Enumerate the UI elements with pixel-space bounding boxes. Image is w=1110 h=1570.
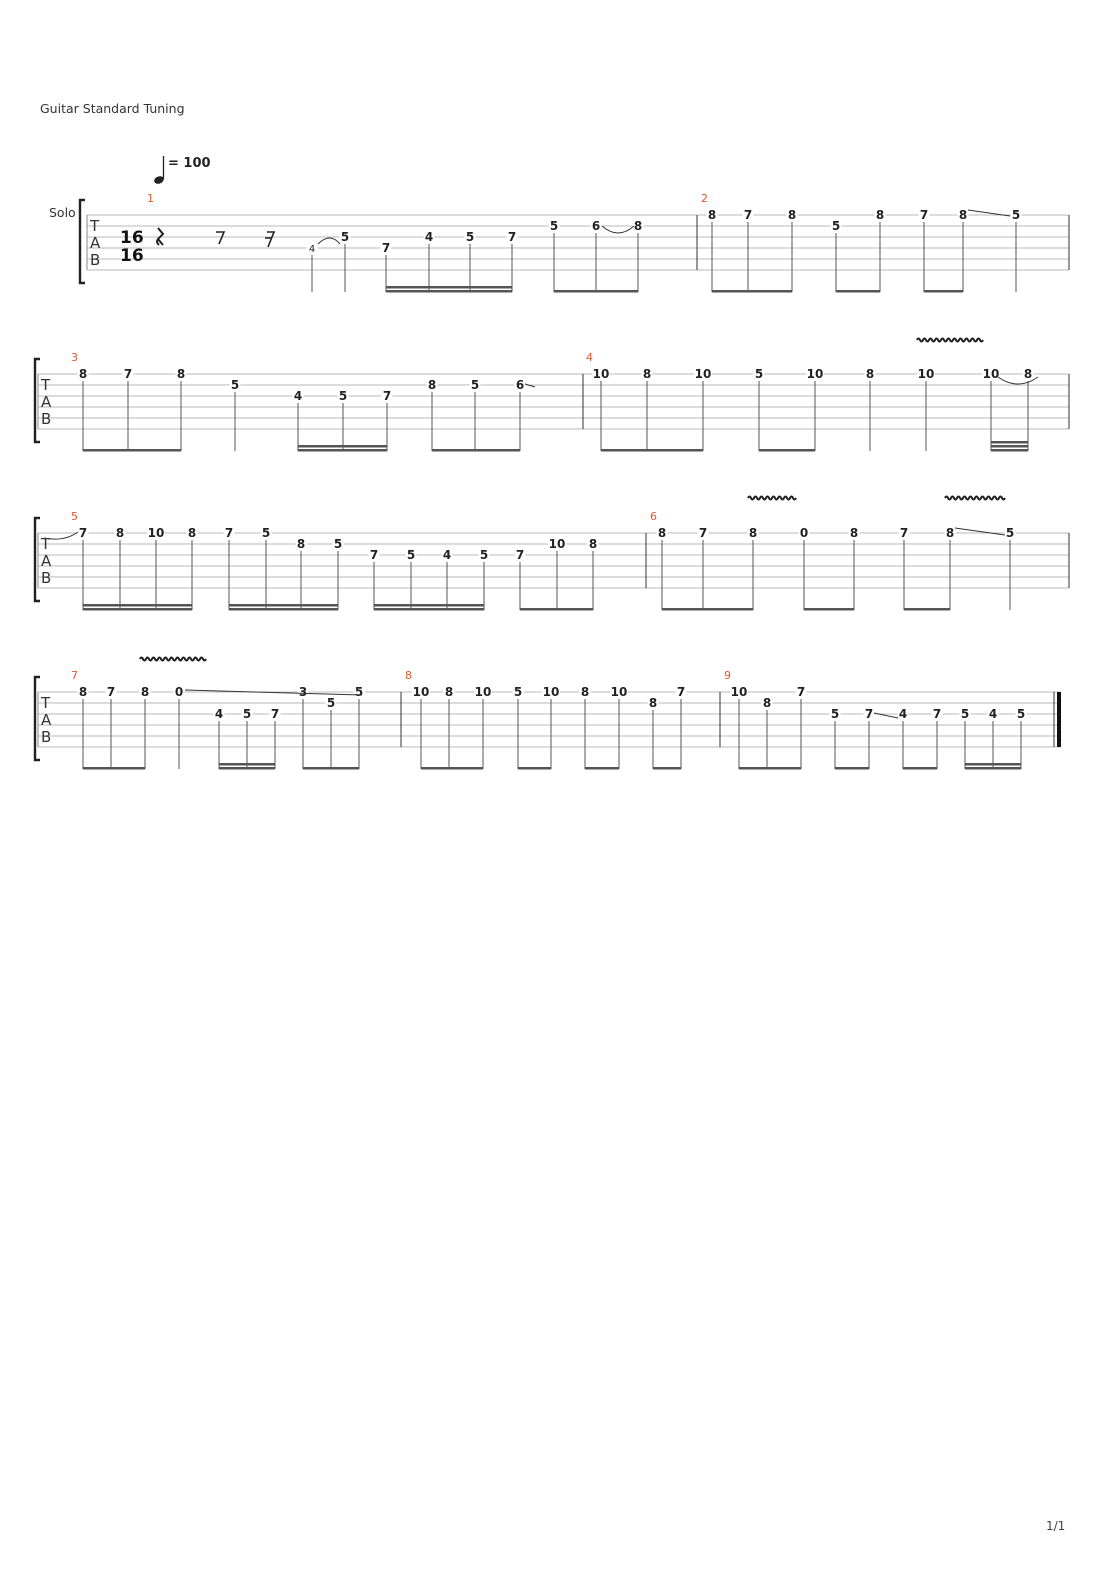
fret-number: 7 — [899, 526, 909, 540]
note-beam — [386, 286, 512, 289]
note-beam — [585, 767, 619, 770]
fret-number: 5 — [261, 526, 271, 540]
system-bracket — [80, 200, 85, 283]
measure-number: 1 — [147, 192, 154, 205]
fret-number: 8 — [648, 696, 658, 710]
tab-clef-letter: T — [41, 694, 51, 712]
vibrato-mark — [748, 497, 796, 500]
note-beam — [386, 290, 512, 293]
note-beam — [904, 608, 950, 611]
note-beam — [759, 449, 815, 452]
fret-number: 6 — [591, 219, 601, 233]
note-beam — [303, 767, 359, 770]
tab-system — [35, 359, 1069, 442]
fret-number: 8 — [762, 696, 772, 710]
fret-number: 10 — [917, 367, 935, 381]
note-beam — [298, 445, 387, 448]
tie-arc — [602, 226, 634, 233]
fret-number: 4 — [424, 230, 434, 244]
fret-number: 5 — [333, 537, 343, 551]
fret-number: 7 — [676, 685, 686, 699]
note-beam — [298, 449, 387, 452]
measure-number: 5 — [71, 510, 78, 523]
note-beam — [991, 441, 1028, 444]
tab-clef-letter: T — [90, 217, 100, 235]
fret-number: 7 — [270, 707, 280, 721]
fret-number: 10 — [694, 367, 712, 381]
note-beam — [554, 290, 638, 293]
fret-number: 6 — [515, 378, 525, 392]
fret-number: 8 — [642, 367, 652, 381]
fret-number: 7 — [932, 707, 942, 721]
page-number: 1/1 — [1046, 1519, 1066, 1533]
fret-number: 0 — [799, 526, 809, 540]
fret-number: 10 — [542, 685, 560, 699]
tuning-label: Guitar Standard Tuning — [40, 101, 185, 116]
tab-clef-letter: B — [41, 410, 52, 428]
fret-number: 10 — [730, 685, 748, 699]
note-beam — [836, 290, 880, 293]
tab-clef-letter: T — [41, 376, 51, 394]
fret-number: 8 — [945, 526, 955, 540]
fret-number: 8 — [140, 685, 150, 699]
fret-number: 10 — [474, 685, 492, 699]
note-beam — [520, 608, 593, 611]
note-beam — [83, 767, 145, 770]
fret-number: 0 — [174, 685, 184, 699]
fret-number: 8 — [875, 208, 885, 222]
measure-number: 3 — [71, 351, 78, 364]
fret-number: 8 — [787, 208, 797, 222]
fret-number: 4 — [293, 389, 303, 403]
fret-number: 8 — [588, 537, 598, 551]
tie-arc — [318, 238, 340, 244]
eighth-rest-icon — [216, 232, 224, 244]
fret-number: 5 — [354, 685, 364, 699]
vibrato-mark — [945, 497, 1005, 500]
note-beam — [739, 767, 801, 770]
fret-number: 7 — [106, 685, 116, 699]
fret-number: 5 — [754, 367, 764, 381]
fret-number: 8 — [296, 537, 306, 551]
fret-number: 5 — [406, 548, 416, 562]
fret-number: 10 — [806, 367, 824, 381]
fret-number: 7 — [507, 230, 517, 244]
fret-number: 7 — [224, 526, 234, 540]
fret-number: 8 — [580, 685, 590, 699]
note-beam — [219, 763, 275, 766]
fret-number: 8 — [849, 526, 859, 540]
fret-number: 7 — [381, 241, 391, 255]
fret-number: 8 — [176, 367, 186, 381]
fret-number: 7 — [796, 685, 806, 699]
measure-number: 8 — [405, 669, 412, 682]
measure-number: 6 — [650, 510, 657, 523]
fret-number: 10 — [610, 685, 628, 699]
measure-number: 4 — [586, 351, 593, 364]
fret-number: 10 — [412, 685, 430, 699]
fret-number: 4 — [308, 244, 316, 255]
tempo-value: = 100 — [168, 156, 211, 171]
note-beam — [712, 290, 792, 293]
fret-number: 8 — [187, 526, 197, 540]
fret-number: 8 — [78, 367, 88, 381]
fret-number: 5 — [960, 707, 970, 721]
fret-number: 8 — [657, 526, 667, 540]
fret-number: 8 — [115, 526, 125, 540]
fret-number: 4 — [898, 707, 908, 721]
note-beam — [83, 449, 181, 452]
note-beam — [662, 608, 753, 611]
fret-number: 7 — [698, 526, 708, 540]
measure-number: 7 — [71, 669, 78, 682]
fret-number: 5 — [230, 378, 240, 392]
slide-line — [955, 528, 1005, 535]
fret-number: 8 — [444, 685, 454, 699]
fret-number: 5 — [830, 707, 840, 721]
note-beam — [903, 767, 937, 770]
tab-clef-letter: A — [41, 711, 52, 729]
fret-number: 5 — [338, 389, 348, 403]
fret-number: 8 — [78, 685, 88, 699]
fret-number: 5 — [1016, 707, 1026, 721]
fret-number: 5 — [242, 707, 252, 721]
fret-number: 7 — [743, 208, 753, 222]
fret-number: 5 — [326, 696, 336, 710]
fret-number: 7 — [123, 367, 133, 381]
fret-number: 8 — [958, 208, 968, 222]
sixteenth-rest-icon — [265, 232, 274, 247]
fret-number: 4 — [442, 548, 452, 562]
note-beam — [83, 604, 192, 607]
time-signature-denominator: 16 — [120, 246, 144, 266]
fret-number: 5 — [465, 230, 475, 244]
fret-number: 5 — [513, 685, 523, 699]
measure-number: 9 — [724, 669, 731, 682]
tab-clef-letter: B — [41, 728, 52, 746]
note-beam — [965, 767, 1021, 770]
note-beam — [374, 604, 484, 607]
note-beam — [229, 608, 338, 611]
note-beam — [374, 608, 484, 611]
time-signature-numerator: 16 — [120, 228, 144, 248]
tab-clef-letter: B — [90, 251, 101, 269]
fret-number: 7 — [369, 548, 379, 562]
note-beam — [229, 604, 338, 607]
tab-clef-letter: A — [41, 552, 52, 570]
fret-number: 10 — [147, 526, 165, 540]
note-beam — [991, 449, 1028, 452]
fret-number: 4 — [214, 707, 224, 721]
fret-number: 5 — [340, 230, 350, 244]
measure-number: 2 — [701, 192, 708, 205]
fret-number: 5 — [470, 378, 480, 392]
tab-clef-letter: A — [90, 234, 101, 252]
note-beam — [991, 445, 1028, 448]
note-beam — [835, 767, 869, 770]
tab-clef-letter: A — [41, 393, 52, 411]
fret-number: 5 — [1005, 526, 1015, 540]
note-beam — [653, 767, 681, 770]
fret-number: 5 — [549, 219, 559, 233]
fret-number: 8 — [865, 367, 875, 381]
note-beam — [804, 608, 854, 611]
track-name: Solo — [49, 205, 76, 220]
fret-number: 7 — [864, 707, 874, 721]
fret-number: 10 — [548, 537, 566, 551]
fret-number: 3 — [298, 685, 308, 699]
tab-clef-letter: T — [41, 535, 51, 553]
note-beam — [518, 767, 551, 770]
note-beam — [965, 763, 1021, 766]
final-bar-line — [1057, 692, 1061, 747]
fret-number: 7 — [382, 389, 392, 403]
note-beam — [601, 449, 703, 452]
vibrato-mark — [917, 339, 983, 342]
vibrato-mark — [140, 658, 206, 661]
fret-number: 10 — [592, 367, 610, 381]
fret-number: 7 — [78, 526, 88, 540]
note-beam — [924, 290, 963, 293]
note-beam — [432, 449, 520, 452]
fret-number: 7 — [919, 208, 929, 222]
fret-number: 8 — [427, 378, 437, 392]
note-beam — [219, 767, 275, 770]
fret-number: 5 — [831, 219, 841, 233]
note-beam — [83, 608, 192, 611]
tab-clef-letter: B — [41, 569, 52, 587]
fret-number: 5 — [479, 548, 489, 562]
fret-number: 8 — [633, 219, 643, 233]
fret-number: 5 — [1011, 208, 1021, 222]
fret-number: 8 — [707, 208, 717, 222]
fret-number: 8 — [748, 526, 758, 540]
fret-number: 10 — [982, 367, 1000, 381]
fret-number: 8 — [1023, 367, 1033, 381]
note-beam — [421, 767, 483, 770]
fret-number: 7 — [515, 548, 525, 562]
fret-number: 4 — [988, 707, 998, 721]
